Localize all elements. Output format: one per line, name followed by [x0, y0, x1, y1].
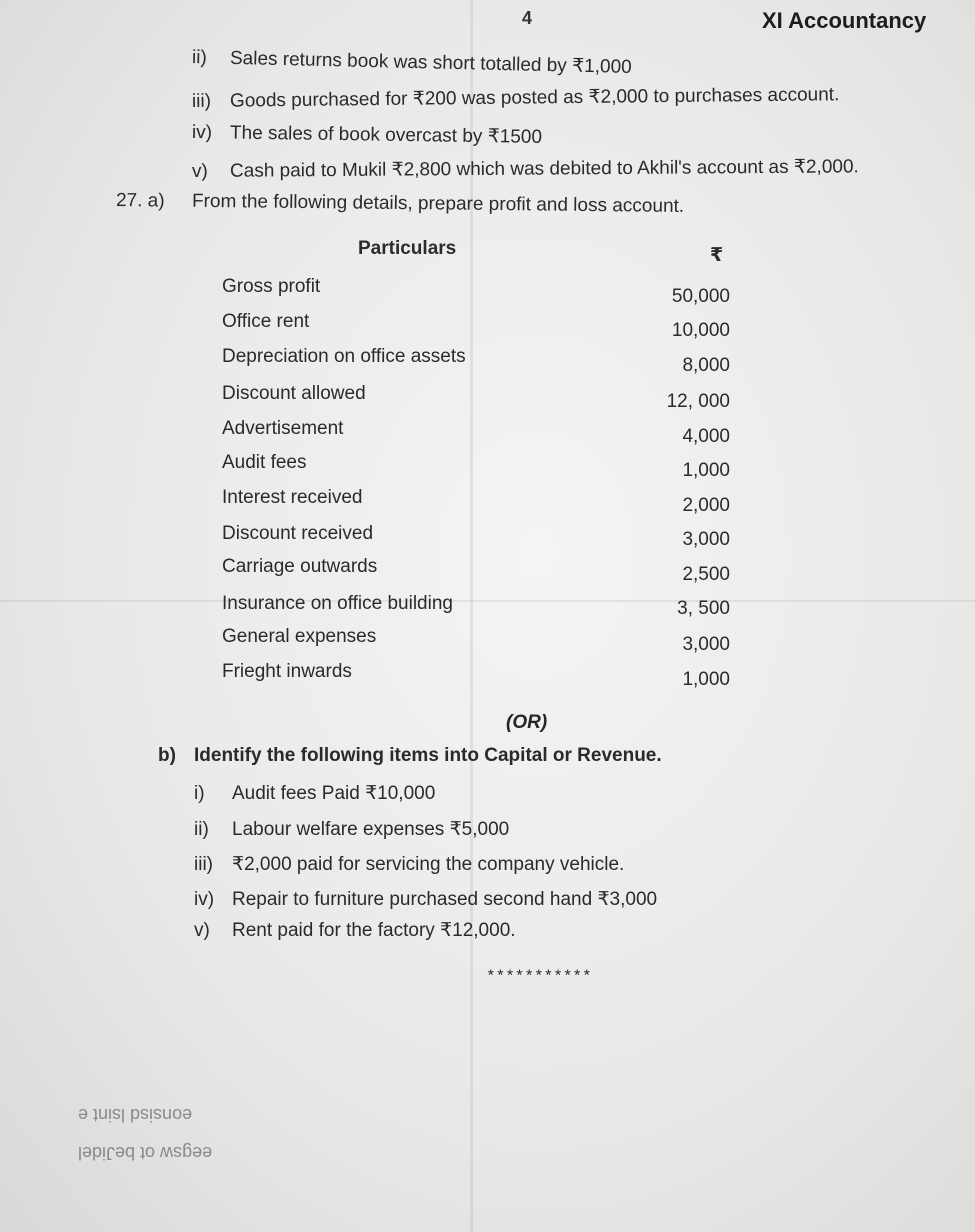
bleed-through-text: eegsw ot beJidel [78, 1143, 213, 1163]
list-item [192, 121, 542, 149]
item-number: ii) [194, 819, 209, 840]
end-marker: *********** [486, 968, 592, 986]
item-number: i) [194, 783, 205, 804]
column-header-particulars: Particulars [358, 238, 457, 259]
table-row-label: Audit fees [222, 452, 307, 473]
list-item [194, 853, 624, 876]
item-number: iv) [194, 889, 215, 910]
table-row-label: Advertisement [222, 418, 344, 439]
paper-fold [0, 600, 975, 602]
list-item [192, 83, 840, 113]
list-item [194, 888, 657, 911]
or-separator: (OR) [506, 712, 548, 733]
table-row-amount: 1,000 [682, 669, 730, 690]
table-row-amount: 2,000 [682, 495, 730, 516]
list-item [194, 919, 516, 942]
table-row-amount: 12, 000 [666, 391, 730, 412]
table-row-label: Frieght inwards [222, 661, 352, 682]
question-number: b) [158, 745, 176, 766]
item-number: iv) [191, 122, 213, 144]
item-text: Rent paid for the factory ₹12,000. [232, 920, 516, 941]
list-item [194, 818, 509, 841]
item-number: v) [194, 920, 210, 941]
table-row-amount: 3, 500 [677, 598, 730, 619]
item-text: ₹2,000 paid for servicing the company vehicle. [232, 854, 625, 875]
column-header-amount: ₹ [710, 245, 724, 266]
table-row-amount: 2,500 [682, 564, 730, 585]
item-text: Repair to furniture purchased second hand ₹3,000 [232, 889, 658, 910]
item-number: iii) [194, 854, 213, 875]
table-row-label: Discount received [222, 523, 374, 544]
question-text: Identify the following items into Capital or Revenue. [194, 745, 662, 766]
question-27b [158, 745, 662, 767]
item-text: Goods purchased for ₹200 was posted as ₹2,000 to purchases account. [229, 84, 840, 112]
list-item [192, 46, 632, 79]
page-number: 4 [522, 8, 533, 28]
table-row-amount: 3,000 [682, 529, 730, 550]
item-text: Audit fees Paid ₹10,000 [232, 783, 436, 804]
table-row-amount: 1,000 [682, 460, 730, 481]
table-row-label: Office rent [222, 311, 310, 332]
table-row-label: Gross profit [222, 276, 321, 297]
table-row-label: Discount allowed [222, 383, 366, 404]
item-number: ii) [191, 47, 208, 69]
table-row-label: General expenses [222, 626, 377, 647]
table-row-amount: 3,000 [682, 634, 730, 655]
question-27a [116, 190, 684, 218]
item-text: Sales returns book was short totalled by ₹1,000 [229, 47, 632, 78]
table-row-label: Carriage outwards [222, 556, 378, 577]
question-number: 27. a) [115, 190, 165, 212]
list-item [192, 155, 859, 183]
list-item [194, 782, 435, 805]
table-row-amount: 10,000 [671, 320, 730, 341]
item-text: Cash paid to Mukil ₹2,800 which was debited to Akhil's account as ₹2,000. [229, 156, 859, 182]
item-text: The sales of book overcast by ₹1500 [229, 122, 543, 148]
table-row-amount: 50,000 [671, 286, 730, 307]
subject-title: XI Accountancy [762, 8, 927, 33]
paper-fold [470, 0, 473, 1232]
table-row-amount: 8,000 [682, 355, 730, 376]
item-text: Labour welfare expenses ₹5,000 [232, 819, 510, 840]
question-text: From the following details, prepare profit and loss account. [191, 190, 685, 217]
table-row-label: Insurance on office building [222, 593, 453, 614]
item-number: v) [191, 160, 208, 182]
table-row-label: Depreciation on office assets [222, 346, 466, 367]
table-row-label: Interest received [222, 487, 363, 508]
table-row-amount: 4,000 [682, 426, 730, 447]
bleed-through-text: eonsisd lsint e [78, 1105, 193, 1125]
item-number: iii) [191, 90, 212, 112]
